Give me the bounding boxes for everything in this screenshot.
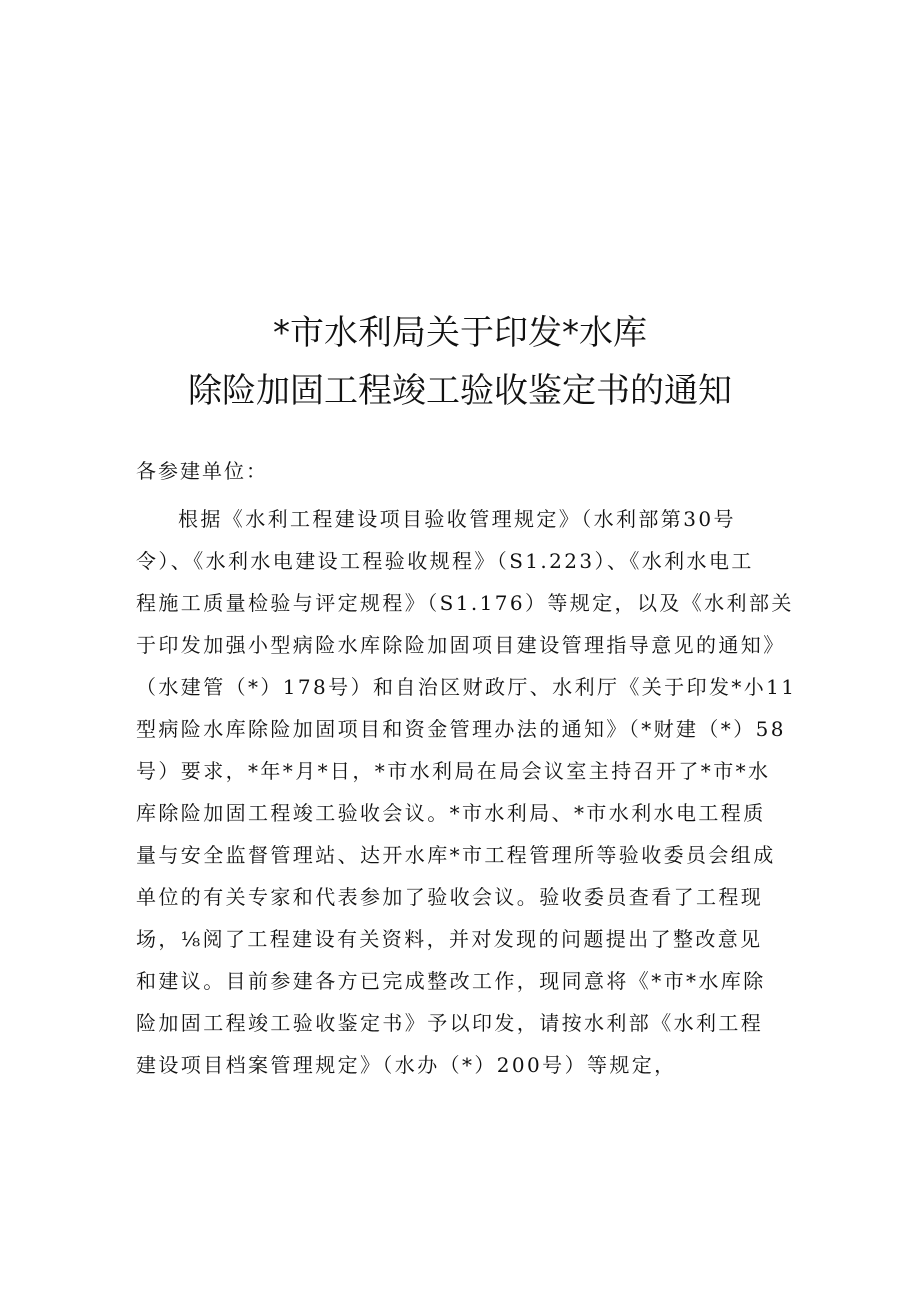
salutation: 各参建单位： xyxy=(136,459,268,483)
body-line: 险加固工程竣工验收鉴定书》予以印发，请按水利部《水利工程 xyxy=(136,1011,764,1035)
body-line: 建设项目档案管理规定》（水办（*）200号）等规定， xyxy=(136,1053,677,1077)
body-line: 根据《水利工程建设项目验收管理规定》（水利部第30号 xyxy=(178,507,736,531)
document-title-line-2: 除险加固工程竣工验收鉴定书的通知 xyxy=(188,371,732,411)
body-line: 库除险加固工程竣工验收会议。*市水利局、*市水利水电工程质 xyxy=(136,801,766,825)
document-title-line-1: *市水利局关于印发*水库 xyxy=(273,313,647,353)
body-line: 单位的有关专家和代表参加了验收会议。验收委员查看了工程现 xyxy=(136,885,764,909)
body-line: 号）要求，*年*月*日，*市水利局在局会议室主持召开了*市*水 xyxy=(136,759,771,783)
body-line: 量与安全监督管理站、达开水库*市工程管理所等验收委员会组成 xyxy=(136,843,776,867)
body-line: 和建议。目前参建各方已完成整改工作，现同意将《*市*水库除 xyxy=(136,969,766,993)
body-line: 程施工质量检验与评定规程》（S1.176）等规定，以及《水利部关 xyxy=(136,591,794,615)
body-line: 场，⅛阅了工程建设有关资料，并对发现的问题提出了整改意见 xyxy=(136,927,763,951)
body-line: （水建管（*）178号）和自治区财政厅、水利厅《关于印发*小11 xyxy=(136,675,797,699)
body-line: 令）、《水利水电建设工程验收规程》（S1.223）、《水利水电工 xyxy=(136,549,754,573)
body-line: 于印发加强小型病险水库除险加固项目建设管理指导意见的通知》 xyxy=(136,633,786,657)
body-line: 型病险水库除险加固项目和资金管理办法的通知》（*财建（*）58 xyxy=(136,717,786,741)
